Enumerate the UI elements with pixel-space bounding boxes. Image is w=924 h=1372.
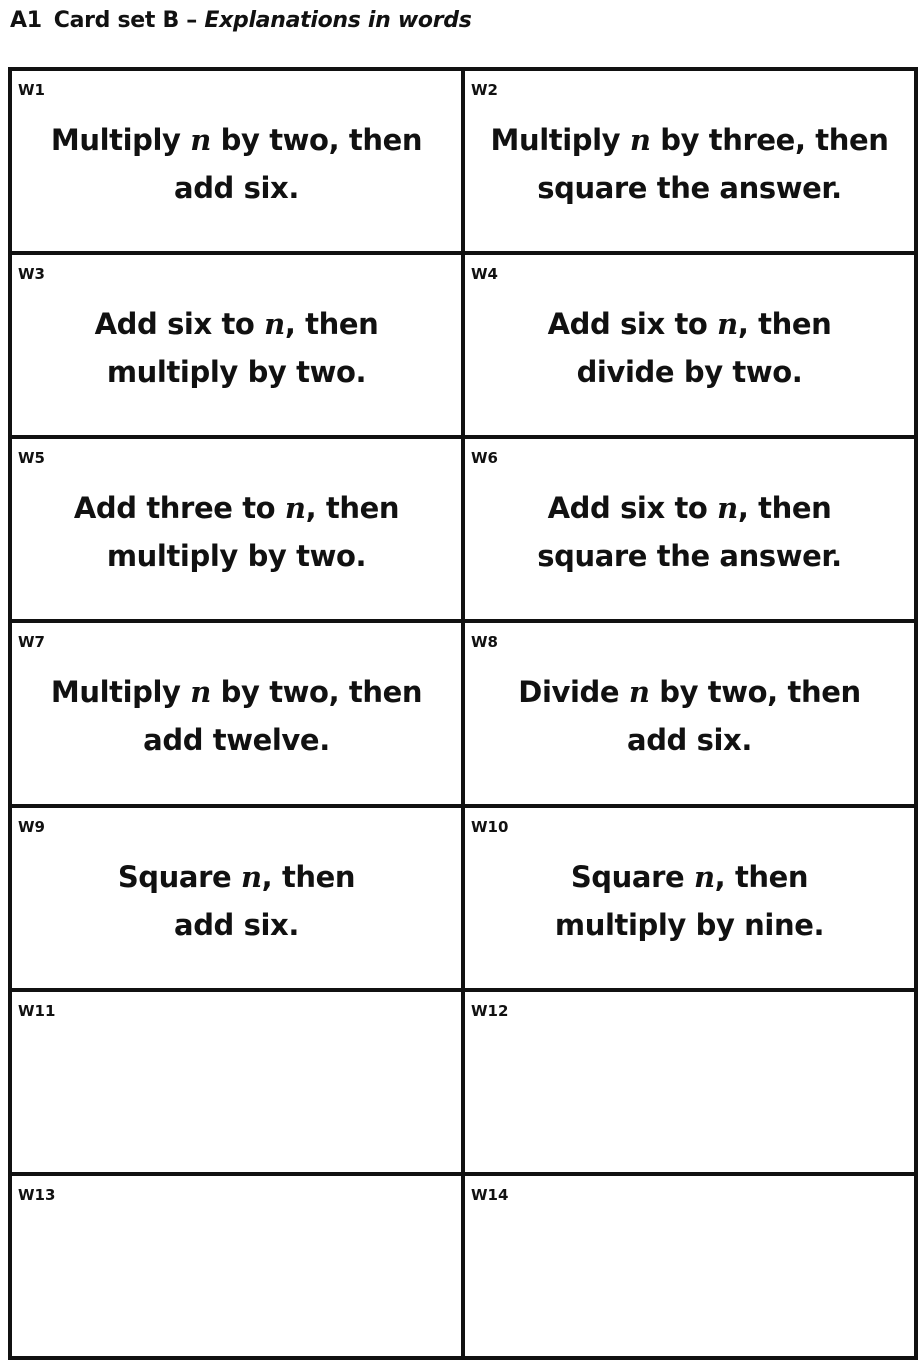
card-w10 [465,808,914,988]
variable-n: n [284,491,306,526]
card-text-line [465,532,914,580]
card-text [465,300,914,396]
card-id: W2 [471,81,498,99]
text-segment: multiply by two. [106,355,367,390]
card-text-line [465,484,914,532]
text-segment: Multiply [50,123,191,157]
card-id: W1 [18,81,45,99]
text-segment: Square [117,859,241,894]
card-w13 [12,1176,461,1356]
card-text-line [12,853,461,901]
card-w5 [12,439,461,619]
card-text-line [465,716,914,764]
text-segment: add six. [174,171,299,205]
card-id: W4 [471,265,498,284]
card-w12 [465,992,914,1172]
card-text [12,853,461,949]
card-id: W8 [471,633,498,652]
card-text-line [465,853,914,901]
text-segment: Add six to [94,307,265,342]
card-id: W13 [18,1185,56,1204]
card-text-line [465,668,914,716]
card-text-line [465,116,914,164]
variable-n: n [717,307,738,342]
card-text-line [12,484,461,532]
card-w3 [12,255,461,435]
variable-n: n [264,307,285,342]
card-text-line [12,116,461,164]
page-title [10,4,472,38]
variable-n: n [190,123,211,157]
card-text-line [465,901,914,949]
card-w8 [465,623,914,803]
card-text [465,668,914,764]
card-text [465,853,914,949]
text-segment: , then [261,859,356,894]
card-w7 [12,623,461,803]
card-w4 [465,255,914,435]
text-segment: add six. [174,907,299,942]
text-segment: Divide [518,675,629,710]
variable-n: n [717,491,738,526]
card-text-line [12,532,461,580]
text-segment: multiply by two. [106,539,367,574]
variable-n: n [629,123,651,157]
text-segment: multiply by nine. [554,907,825,942]
text-segment: square the answer. [537,171,842,205]
card-text-line [12,164,461,212]
variable-n: n [628,675,650,710]
card-id: W7 [18,633,45,652]
text-segment: Multiply [490,123,630,157]
text-segment: add six. [627,723,752,758]
text-segment: Add six to [547,491,718,526]
card-text [12,300,461,396]
text-segment: , then [737,307,832,342]
card-w11 [12,992,461,1172]
card-id: W11 [18,1001,56,1020]
text-segment: , then [305,491,400,526]
card-text [12,116,461,212]
variable-n: n [240,859,262,894]
card-w14 [465,1176,914,1356]
text-segment: Square [570,859,694,894]
card-id: W12 [471,1001,509,1020]
text-segment: Add six to [547,307,718,342]
card-w9 [12,808,461,988]
card-id: W5 [18,449,45,468]
text-segment: , then [737,491,832,526]
text-segment: square the answer. [537,539,842,574]
variable-n: n [190,675,211,710]
variable-n: n [693,859,715,894]
card-text [465,484,914,580]
text-segment: , then [714,859,809,894]
text-segment: by two, then [210,675,423,710]
card-w2 [465,71,914,251]
text-segment: by two, then [210,123,423,157]
card-w6 [465,439,914,619]
card-text-line [12,668,461,716]
card-text-line [465,348,914,396]
card-text [465,116,914,212]
card-id: W9 [18,817,45,836]
card-w1 [12,71,461,251]
text-segment: by three, then [650,123,889,157]
activity-code: A1 [10,8,42,33]
card-text-line [12,716,461,764]
text-segment: by two, then [649,675,861,710]
card-id: W3 [18,265,45,284]
card-grid [8,67,918,1360]
title-italic: Explanations in words [204,8,472,33]
card-text-line [12,901,461,949]
text-segment: Add three to [73,491,285,526]
card-text [12,668,461,764]
card-id: W14 [471,1185,509,1204]
card-text-line [12,348,461,396]
card-text-line [465,164,914,212]
card-id: W6 [471,449,498,468]
card-text-line [465,300,914,348]
card-text [12,484,461,580]
card-id: W10 [471,817,509,836]
text-segment: Multiply [50,675,191,710]
text-segment: add twelve. [143,723,330,758]
title-prefix: Card set B – [53,8,198,33]
card-text-line [12,300,461,348]
text-segment: divide by two. [576,355,803,390]
text-segment: , then [284,307,379,342]
